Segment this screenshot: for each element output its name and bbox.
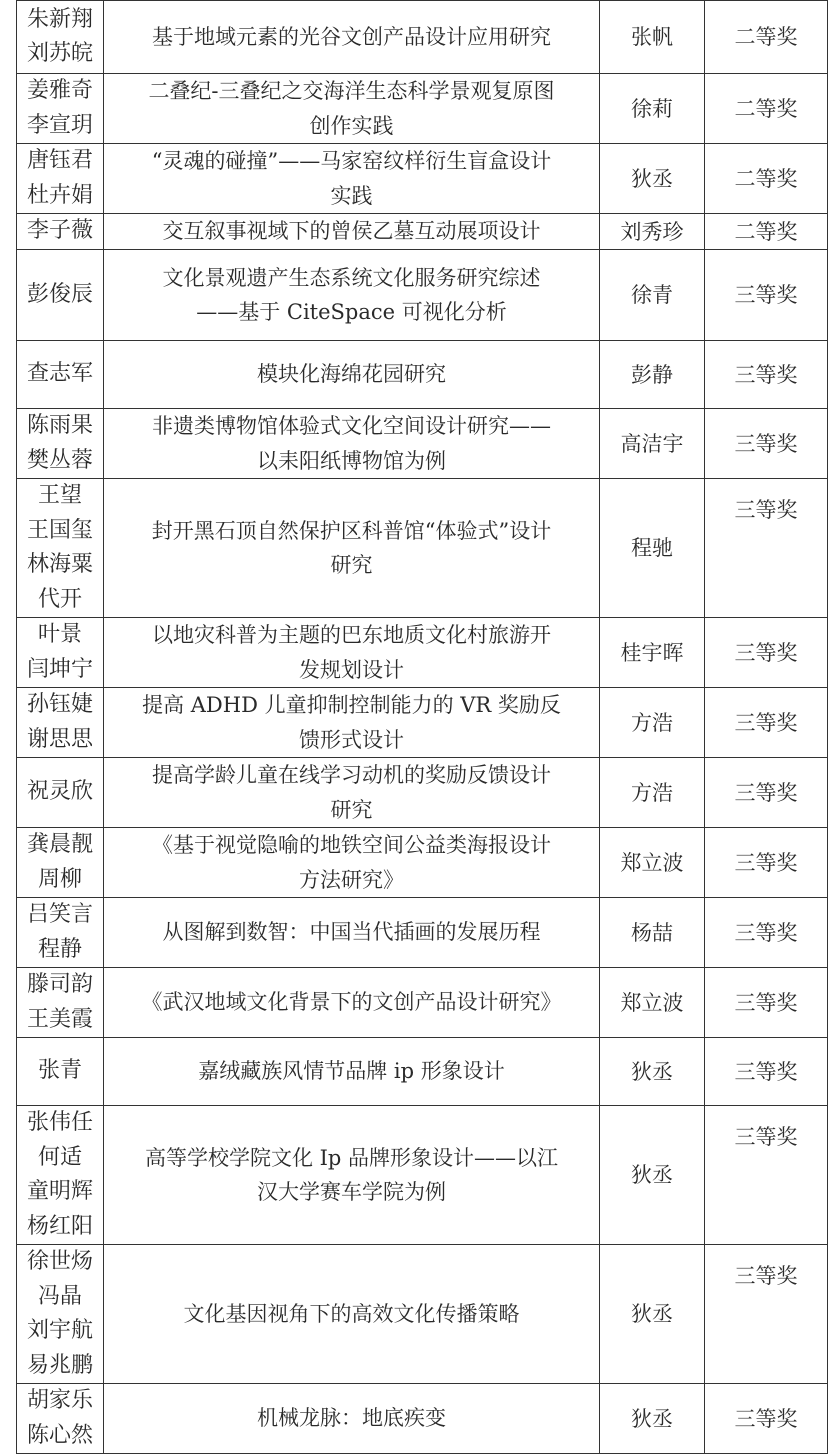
table-row: [17, 250, 828, 341]
award-cell: [705, 1038, 828, 1106]
authors-cell: [17, 144, 104, 214]
award-level: 三等奖: [734, 850, 798, 875]
project-title-line: 以地灾科普为主题的巴东地质文化村旅游开: [152, 623, 551, 647]
award-cell: [705, 1, 828, 74]
advisor-cell: [600, 1384, 705, 1454]
project-title-line: 二叠纪-三叠纪之交海洋生态科学景观复原图: [148, 79, 555, 103]
advisor-name: 狄丞: [631, 166, 673, 191]
author-name: 吕笑言: [26, 902, 93, 927]
advisor-name: 程驰: [631, 536, 673, 560]
project-title-line: 模块化海绵花园研究: [257, 362, 446, 387]
authors-cell: [17, 618, 104, 688]
award-cell: [705, 1106, 828, 1245]
author-name: 杜卉娟: [26, 182, 93, 208]
table-row: [17, 688, 828, 758]
author-name: 何适: [37, 1144, 82, 1170]
project-title-line: 机械龙脉：地底疾变: [257, 1406, 446, 1431]
table-row: [17, 341, 828, 409]
project-title-line: 研究: [330, 553, 373, 577]
advisor-name: 狄丞: [631, 1302, 673, 1326]
advisor-name: 狄丞: [631, 1059, 673, 1084]
project-title-cell: [104, 409, 600, 479]
project-title-line: 基于地域元素的光谷文创产品设计应用研究: [152, 24, 551, 49]
author-name: 陈雨果: [26, 413, 93, 438]
author-name: 王美霞: [26, 1006, 93, 1032]
award-cell: [705, 898, 828, 968]
project-title-cell: [104, 250, 600, 341]
award-cell: [705, 618, 828, 688]
award-level: 二等奖: [734, 219, 798, 244]
table-row: [17, 828, 828, 898]
author-name: 滕司韵: [26, 972, 93, 997]
project-title-line: 《基于视觉隐喻的地铁空间公益类海报设计: [152, 833, 551, 857]
advisor-cell: [600, 828, 705, 898]
table-row: [17, 479, 828, 618]
advisor-cell: [600, 1106, 705, 1245]
author-name: 易兆鹏: [26, 1352, 93, 1378]
author-name: 周柳: [37, 866, 82, 892]
award-level: 三等奖: [734, 1059, 798, 1084]
award-cell: [705, 341, 828, 409]
project-title-line: 《武汉地域文化背景下的文创产品设计研究》: [141, 990, 562, 1015]
advisor-cell: [600, 250, 705, 341]
author-name: 王国玺: [26, 517, 93, 543]
project-title-line: “灵魂的碰撞”——马家窑纹样衍生盲盒设计: [151, 149, 552, 173]
project-title-cell: [104, 1, 600, 74]
award-level: 三等奖: [734, 1264, 798, 1288]
award-table-body: [17, 1, 828, 1454]
table-row: [17, 1384, 828, 1454]
award-level: 三等奖: [734, 283, 798, 307]
advisor-cell: [600, 341, 705, 409]
project-title-cell: [104, 1038, 600, 1106]
authors-cell: [17, 1, 104, 74]
project-title-line: 提高学龄儿童在线学习动机的奖励反馈设计: [152, 763, 551, 787]
project-title-cell: [104, 618, 600, 688]
award-cell: [705, 758, 828, 828]
award-level: 三等奖: [734, 640, 798, 665]
project-title-line: 交互叙事视域下的曾侯乙墓互动展项设计: [162, 219, 541, 244]
author-name: 童明辉: [26, 1179, 93, 1204]
author-name: 姜雅奇: [26, 78, 93, 103]
advisor-name: 张帆: [631, 25, 673, 49]
author-name: 刘宇航: [26, 1318, 93, 1343]
author-name: 程静: [37, 936, 82, 962]
project-title-cell: [104, 688, 600, 758]
advisor-name: 方浩: [631, 710, 673, 735]
project-title-line: 实践: [330, 183, 373, 208]
advisor-name: 彭静: [631, 362, 673, 387]
table-row: [17, 1106, 828, 1245]
project-title-cell: [104, 1384, 600, 1454]
advisor-cell: [600, 1038, 705, 1106]
author-name: 杨红阳: [26, 1213, 93, 1239]
table-row: [17, 1038, 828, 1106]
author-name: 查志军: [26, 361, 93, 387]
project-title-line: 文化基因视角下的高效文化传播策略: [183, 1301, 520, 1326]
project-title-cell: [104, 1106, 600, 1245]
author-name: 叶景: [37, 622, 82, 647]
advisor-name: 郑立波: [620, 990, 684, 1015]
project-title-line: ——基于 CiteSpace 可视化分析: [196, 300, 507, 324]
advisor-cell: [600, 409, 705, 479]
authors-cell: [17, 74, 104, 144]
author-name: 龚晨靓: [26, 832, 93, 857]
project-title-line: 高等学校学院文化 Ip 品牌形象设计——以江: [144, 1145, 559, 1170]
authors-cell: [17, 1245, 104, 1384]
author-name: 陈心然: [26, 1422, 93, 1448]
author-name: 王望: [37, 483, 82, 508]
author-name: 徐世炀: [26, 1249, 93, 1274]
project-title-line: 研究: [330, 797, 373, 822]
advisor-name: 杨喆: [631, 920, 673, 945]
authors-cell: [17, 1038, 104, 1106]
authors-cell: [17, 758, 104, 828]
authors-cell: [17, 214, 104, 250]
table-row: [17, 409, 828, 479]
table-row: [17, 1, 828, 74]
advisor-name: 郑立波: [620, 850, 684, 875]
authors-cell: [17, 1106, 104, 1245]
author-name: 冯晶: [37, 1283, 82, 1309]
advisor-cell: [600, 74, 705, 144]
advisor-name: 徐莉: [631, 96, 673, 121]
author-name: 胡家乐: [26, 1388, 93, 1413]
authors-cell: [17, 1384, 104, 1454]
award-table: [16, 0, 828, 1454]
project-title-line: 汉大学赛车学院为例: [257, 1180, 446, 1204]
table-row: [17, 1245, 828, 1384]
award-level: 三等奖: [734, 780, 798, 805]
advisor-name: 徐青: [631, 283, 673, 307]
project-title-cell: [104, 968, 600, 1038]
award-level: 三等奖: [734, 1125, 798, 1149]
award-cell: [705, 250, 828, 341]
award-level: 二等奖: [734, 166, 798, 191]
award-cell: [705, 144, 828, 214]
authors-cell: [17, 688, 104, 758]
project-title-cell: [104, 828, 600, 898]
advisor-name: 狄丞: [631, 1163, 673, 1187]
advisor-cell: [600, 898, 705, 968]
author-name: 李宣玥: [26, 112, 93, 138]
award-cell: [705, 409, 828, 479]
advisor-cell: [600, 968, 705, 1038]
advisor-name: 高洁宇: [620, 431, 684, 456]
author-name: 代开: [37, 586, 82, 612]
advisor-cell: [600, 144, 705, 214]
project-title-line: 文化景观遗产生态系统文化服务研究综述: [162, 265, 541, 290]
project-title-cell: [104, 341, 600, 409]
project-title-line: 创作实践: [309, 113, 394, 138]
author-name: 张青: [37, 1058, 82, 1084]
project-title-line: 提高 ADHD 儿童抑制控制能力的 VR 奖励反: [142, 693, 561, 717]
table-row: [17, 618, 828, 688]
project-title-line: 非遗类博物馆体验式文化空间设计研究——: [152, 414, 551, 438]
authors-cell: [17, 341, 104, 409]
project-title-line: 从图解到数智：中国当代插画的发展历程: [162, 920, 541, 945]
award-level: 二等奖: [734, 96, 798, 121]
project-title-line: 馈形式设计: [299, 727, 404, 752]
advisor-name: 刘秀珍: [620, 219, 684, 244]
advisor-cell: [600, 1, 705, 74]
author-name: 林海粟: [26, 552, 93, 577]
project-title-cell: [104, 479, 600, 618]
award-level: 三等奖: [734, 920, 798, 945]
award-level: 三等奖: [734, 431, 798, 456]
table-row: [17, 758, 828, 828]
project-title-cell: [104, 144, 600, 214]
author-name: 朱新翔: [26, 6, 93, 32]
project-title-line: 发规划设计: [299, 657, 404, 682]
authors-cell: [17, 898, 104, 968]
project-title-line: 封开黑石顶自然保护区科普馆“体验式”设计: [151, 518, 552, 543]
table-row: [17, 214, 828, 250]
author-name: 李子薇: [26, 218, 93, 244]
authors-cell: [17, 409, 104, 479]
award-cell: [705, 1245, 828, 1384]
table-row: [17, 968, 828, 1038]
author-name: 唐钰君: [26, 148, 93, 173]
author-name: 谢思思: [26, 726, 93, 752]
advisor-cell: [600, 618, 705, 688]
award-cell: [705, 688, 828, 758]
author-name: 闫坤宁: [26, 656, 93, 682]
award-cell: [705, 479, 828, 618]
award-level: 三等奖: [734, 710, 798, 735]
authors-cell: [17, 250, 104, 341]
award-level: 二等奖: [734, 25, 798, 49]
award-cell: [705, 74, 828, 144]
authors-cell: [17, 828, 104, 898]
author-name: 刘苏皖: [26, 41, 93, 66]
table-row: [17, 74, 828, 144]
project-title-line: 嘉绒藏族风情节品牌 ip 形象设计: [198, 1059, 505, 1084]
project-title-cell: [104, 74, 600, 144]
authors-cell: [17, 968, 104, 1038]
project-title-cell: [104, 214, 600, 250]
advisor-name: 桂宇晖: [620, 640, 684, 665]
award-level: 三等奖: [734, 362, 798, 387]
author-name: 祝灵欣: [26, 779, 93, 805]
advisor-cell: [600, 1245, 705, 1384]
award-cell: [705, 214, 828, 250]
table-row: [17, 144, 828, 214]
author-name: 彭俊辰: [26, 281, 93, 307]
authors-cell: [17, 479, 104, 618]
award-level: 三等奖: [734, 1406, 798, 1431]
project-title-line: 方法研究》: [299, 867, 404, 892]
advisor-cell: [600, 214, 705, 250]
advisor-name: 方浩: [631, 780, 673, 805]
award-level: 三等奖: [734, 498, 798, 522]
project-title-cell: [104, 758, 600, 828]
award-cell: [705, 828, 828, 898]
table-row: [17, 898, 828, 968]
author-name: 张伟任: [26, 1110, 93, 1135]
advisor-cell: [600, 479, 705, 618]
advisor-cell: [600, 758, 705, 828]
award-level: 三等奖: [734, 990, 798, 1015]
project-title-cell: [104, 898, 600, 968]
project-title-line: 以耒阳纸博物馆为例: [257, 448, 446, 473]
advisor-name: 狄丞: [631, 1406, 673, 1431]
author-name: 孙钰婕: [26, 692, 93, 717]
author-name: 樊丛蓉: [26, 447, 93, 473]
award-cell: [705, 968, 828, 1038]
project-title-cell: [104, 1245, 600, 1384]
advisor-cell: [600, 688, 705, 758]
award-cell: [705, 1384, 828, 1454]
